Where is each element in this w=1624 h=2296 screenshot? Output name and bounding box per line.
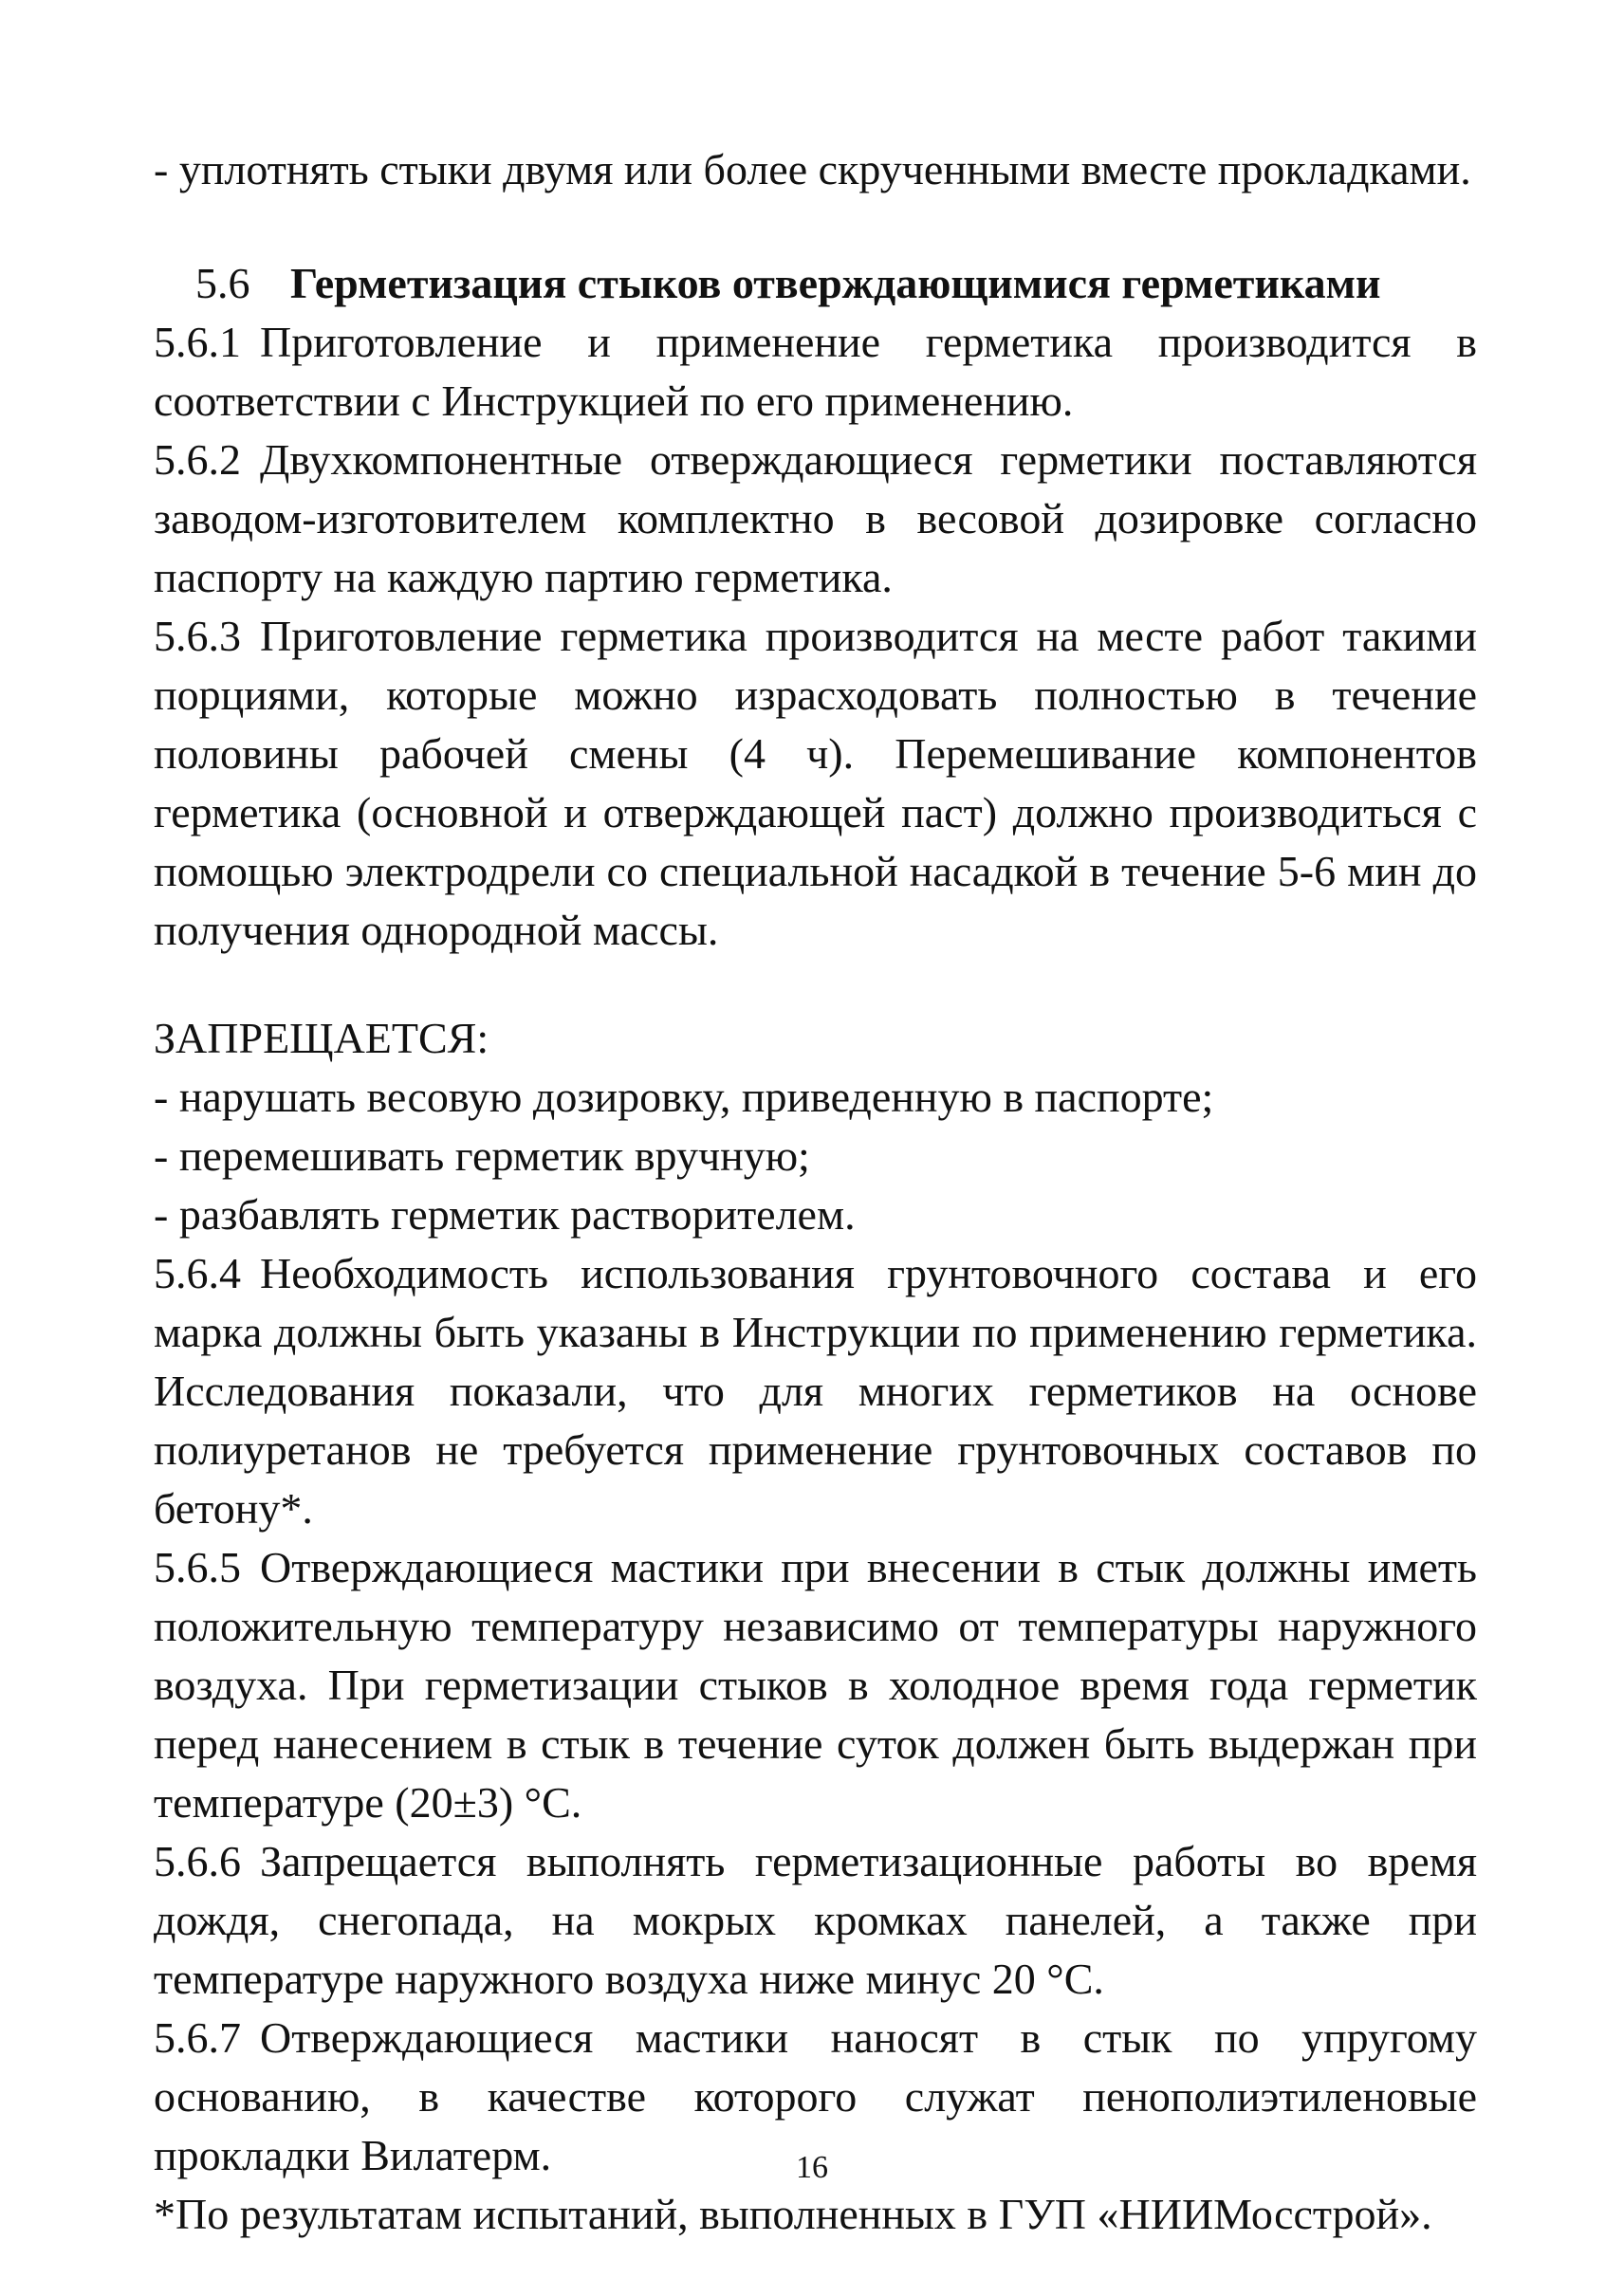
clause-text: Необходимость использования грунтовочного состава и его марка должны быть указаны в Инструкции по применению герметика. Исследования показали, что для многих герметиков на основе полиуретанов не требуется применение грунтовочных составов по бетону*. <box>154 1249 1477 1533</box>
prohibited-heading: ЗАПРЕЩАЕТСЯ: <box>154 1014 489 1062</box>
clause-number: 5.6.6 <box>154 1837 241 1885</box>
spacer <box>154 199 1477 254</box>
clause-5-6-4 <box>154 1244 1477 1538</box>
clause-number: 5.6.5 <box>154 1543 241 1591</box>
clause-5-6-1 <box>154 313 1477 431</box>
clause-text: Приготовление герметика производится на месте работ такими порциями, которые можно израсходовать полностью в течение половины рабочей смены (4 ч). Перемешивание компонентов герметика (основной и отверждающей паст) должно производиться с помощью электродрели со специальной насадкой в течение 5-6 мин до получения однородной массы. <box>154 612 1477 954</box>
spacer <box>154 960 1477 1009</box>
page-number: 16 <box>796 2150 828 2185</box>
section-title: Герметизация стыков отверждающимися герметиками <box>290 259 1381 307</box>
prohibited-item: - перемешивать герметик вручную; <box>154 1131 810 1180</box>
prohibited-item: - разбавлять герметик растворителем. <box>154 1190 856 1239</box>
clause-number: 5.6.2 <box>154 435 241 484</box>
clause-text: Двухкомпонентные отверждающиеся герметики поставляются заводом-изготовителем комплектно в весовой дозировке согласно паспорту на каждую партию герметика. <box>154 435 1477 601</box>
clause-number: 5.6.4 <box>154 1249 241 1297</box>
intro-paragraph: - уплотнять стыки двумя или более скрученными вместе прокладками. <box>154 145 1471 193</box>
footnote: *По результатам испытаний, выполненных в ГУП «НИИМосстрой». <box>154 2190 1432 2238</box>
section-heading <box>154 254 1477 313</box>
clause-number: 5.6.1 <box>154 318 241 366</box>
clause-5-6-2 <box>154 431 1477 607</box>
clause-text: Отверждающиеся мастики наносят в стык по упругому основанию, в качестве которого служат пенополиэтиленовые прокладки Вилатерм. <box>154 2013 1477 2179</box>
clause-number: 5.6.3 <box>154 612 241 660</box>
prohibited-item: - нарушать весовую дозировку, приведенную в паспорте; <box>154 1073 1214 1121</box>
clause-text: Запрещается выполнять герметизационные работы во время дождя, снегопада, на мокрых кромках панелей, а также при температуре наружного воздуха ниже минус 20 °С. <box>154 1837 1477 2003</box>
clause-text: Отверждающиеся мастики при внесении в стык должны иметь положительную температуру независимо от температуры наружного воздуха. При герметизации стыков в холодное время года герметик перед нанесением в стык в течение суток должен быть выдержан при температуре (20±3) °С. <box>154 1543 1477 1827</box>
clause-number: 5.6.7 <box>154 2013 241 2062</box>
clause-5-6-5 <box>154 1538 1477 1832</box>
clause-5-6-6 <box>154 1832 1477 2009</box>
clause-text: Приготовление и применение герметика производится в соответствии с Инструкцией по его применению. <box>154 318 1477 425</box>
document-page <box>154 140 1477 2244</box>
clause-5-6-3 <box>154 607 1477 960</box>
section-number: 5.6 <box>195 259 250 307</box>
